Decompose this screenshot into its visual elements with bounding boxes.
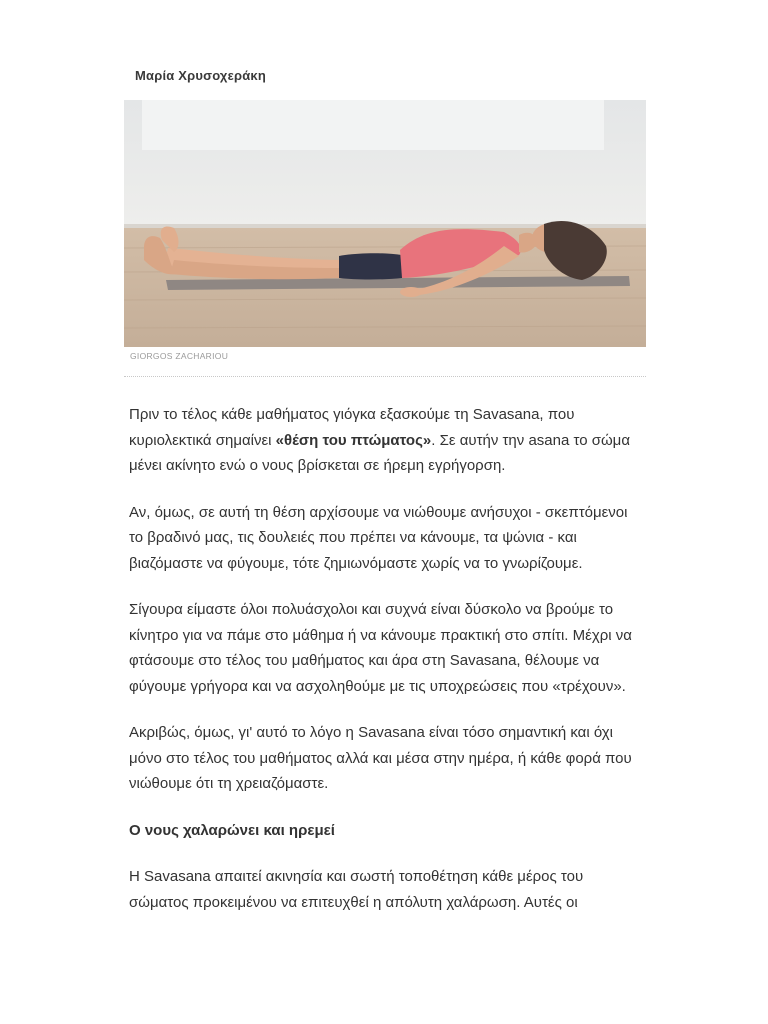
savasana-pose-illustration	[124, 100, 646, 347]
paragraph-3: Σίγουρα είμαστε όλοι πολυάσχολοι και συχνά είναι δύσκολο να βρούμε το κίνητρο για να πάμε στο μάθημα ή να κάνουμε πρακτική στο σπίτι. Μέχρι να φτάσουμε στο τέλος του μαθήματος και άρα στη Savasana, θέλουμε να φύγουμε γρήγορα και να ασχοληθούμε με τις υποχρεώσεις που «τρέχουν».	[129, 601, 632, 695]
paragraph-5: Η Savasana απαιτεί ακινησία και σωστή τοποθέτηση κάθε μέρος του σώματος προκειμένου να επιτευχθεί η απόλυτη χαλάρωση. Αυτές οι	[129, 868, 584, 911]
image-credit: GIORGOS ZACHARIOU	[130, 351, 229, 361]
paragraph-1-text-start: Πριν το τέλος κάθε μαθήματος γιόγκα εξασκούμε τη Savasana, που κυριολεκτικά σημαίνει	[129, 406, 575, 449]
author-name[interactable]: Μαρία Χρυσοχεράκη	[135, 68, 267, 83]
paragraph-1-text-end: . Σε αυτήν την asana το σώμα μένει ακίνητο ενώ ο νους βρίσκεται σε ήρεμη εγρήγορση.	[129, 431, 630, 474]
paragraph-4: Ακριβώς, όμως, γι' αυτό το λόγο η Savasana είναι τόσο σημαντική και όχι μόνο στο τέλος του μαθήματος αλλά και μέσα στην ημέρα, ή κάθε φορά που νιώθουμε ότι τη χρειαζόμαστε.	[129, 724, 632, 792]
paragraph-1	[129, 402, 641, 479]
article-body	[129, 402, 641, 936]
article-photo	[124, 100, 646, 347]
divider	[124, 376, 646, 377]
section-heading: Ο νους χαλαρώνει και ηρεμεί	[129, 821, 335, 839]
paragraph-2: Αν, όμως, σε αυτή τη θέση αρχίσουμε να νιώθουμε ανήσυχοι - σκεπτόμενοι το βραδινό μας, τις δουλειές που πρέπει να κάνουμε, τα ψώνια - και βιαζόμαστε να φύγουμε, τότε ζημιωνόμαστε χωρίς να το γνωρίζουμε.	[129, 503, 628, 572]
bold-phrase: «θέση του πτώματος»	[275, 431, 432, 449]
